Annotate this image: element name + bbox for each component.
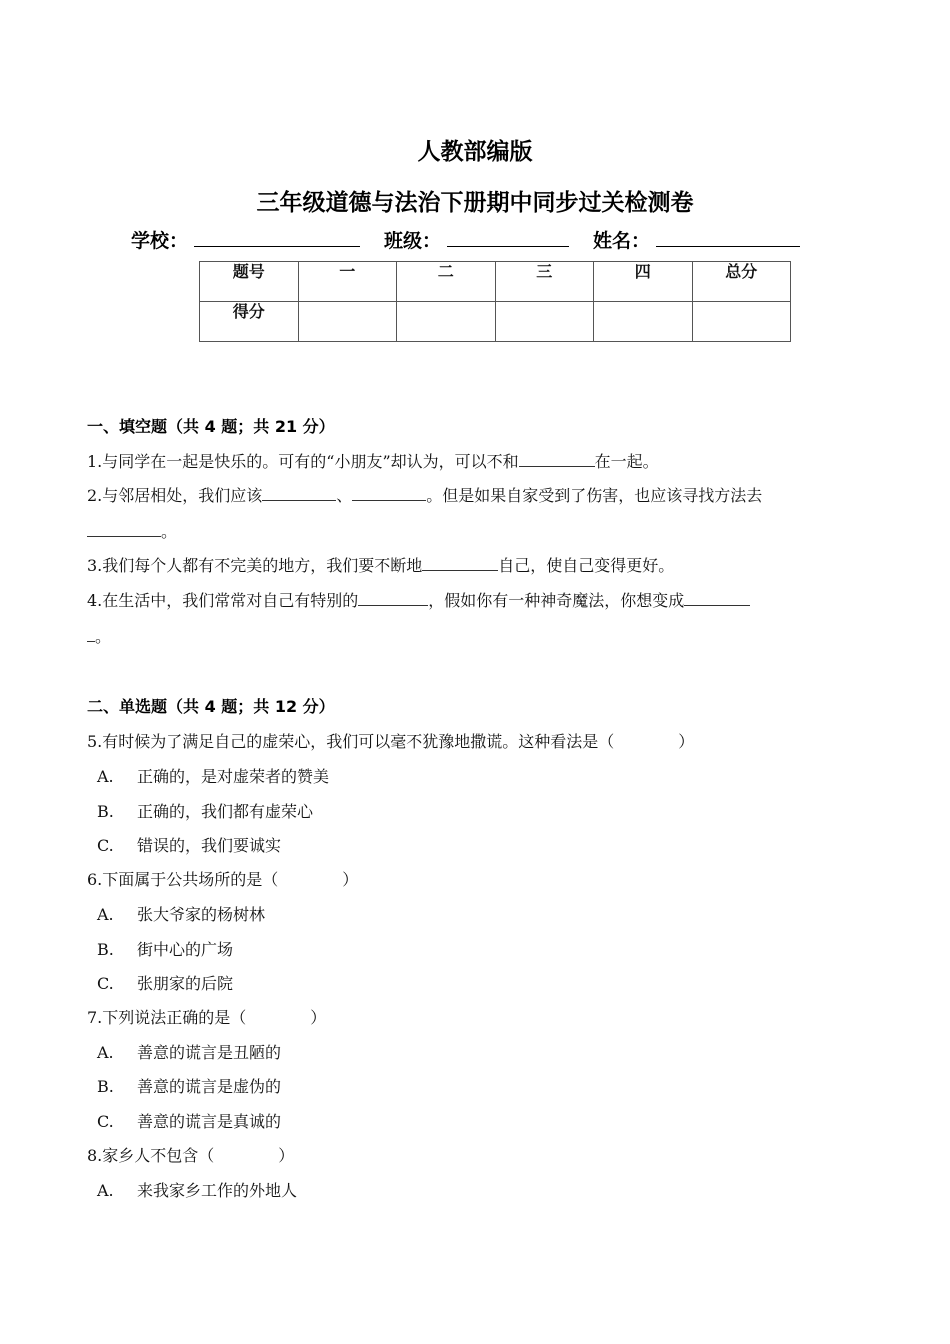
score-cell[interactable] [692, 302, 791, 342]
score-cell: 一 [298, 262, 397, 302]
option-text: 正确的，我们都有虚荣心 [137, 802, 314, 821]
option-text: 错误的，我们要诚实 [137, 836, 282, 855]
option-label: A. [97, 1181, 114, 1200]
name-field[interactable] [656, 228, 800, 247]
option-a[interactable] [97, 1178, 297, 1201]
option-label: C. [97, 974, 114, 993]
score-cell: 三 [495, 262, 594, 302]
option-label: B. [97, 802, 114, 821]
question-6: 6.下面属于公共场所的是（ ） [87, 870, 359, 889]
class-label: 班级： [384, 230, 442, 252]
option-label: A. [97, 905, 114, 924]
score-cell: 题号 [200, 262, 299, 302]
question-5: 5.有时候为了满足自己的虚荣心，我们可以毫不犹豫地撒谎。这种看法是（ ） [87, 732, 695, 751]
answer-blank[interactable] [262, 486, 336, 501]
question-text: ，假如你有一种神奇魔法，你想变成 [428, 591, 685, 610]
option-text: 善意的谎言是真诚的 [137, 1112, 282, 1131]
option-c[interactable] [97, 971, 233, 994]
school-field[interactable] [194, 228, 360, 247]
score-cell[interactable] [397, 302, 496, 342]
section-heading: 二、单选题（共 4 题；共 12 分） [87, 697, 335, 716]
score-cell[interactable] [495, 302, 594, 342]
document-subtitle: 三年级道德与法治下册期中同步过关检测卷 [256, 190, 694, 216]
option-label: C. [97, 1112, 114, 1131]
answer-blank[interactable] [684, 591, 750, 606]
question-text: 1.与同学在一起是快乐的。可有的“小朋友”却认为，可以不和 [87, 452, 519, 471]
option-text: 善意的谎言是虚伪的 [137, 1077, 282, 1096]
option-c[interactable] [97, 1109, 281, 1132]
section-heading: 一、填空题（共 4 题；共 21 分） [87, 417, 335, 436]
question-8: 8.家乡人不包含（ ） [87, 1146, 295, 1165]
question-text: 3.我们每个人都有不完美的地方，我们要不断地 [87, 556, 423, 575]
score-cell[interactable] [594, 302, 693, 342]
option-text: 张大爷家的杨树林 [137, 905, 266, 924]
answer-blank[interactable] [87, 627, 95, 642]
option-a[interactable] [97, 902, 265, 925]
answer-blank[interactable] [87, 522, 161, 537]
option-b[interactable] [97, 799, 313, 822]
option-b[interactable] [97, 1074, 281, 1097]
answer-blank[interactable] [519, 452, 595, 467]
option-text: 张朋家的后院 [137, 974, 234, 993]
answer-blank[interactable] [352, 486, 426, 501]
question-text: 2.与邻居相处，我们应该 [87, 486, 263, 505]
option-b[interactable] [97, 937, 233, 960]
question-2-continued [87, 519, 177, 542]
score-cell: 得分 [200, 302, 299, 342]
option-c[interactable] [97, 833, 281, 856]
option-label: C. [97, 836, 114, 855]
answer-blank[interactable] [422, 556, 498, 571]
score-table [199, 261, 791, 342]
question-text: 。 [95, 627, 112, 646]
score-cell: 总分 [692, 262, 791, 302]
question-text: 、 [336, 486, 353, 505]
score-cell: 二 [397, 262, 496, 302]
question-3 [87, 553, 674, 576]
question-text: 4.在生活中，我们常常对自己有特别的 [87, 591, 359, 610]
option-label: B. [97, 1077, 114, 1096]
school-label: 学校： [131, 230, 189, 252]
question-7: 7.下列说法正确的是（ ） [87, 1008, 327, 1027]
question-text: 。 [161, 522, 178, 541]
student-info-row [131, 226, 800, 253]
option-label: B. [97, 940, 114, 959]
question-text: 在一起。 [594, 452, 659, 471]
option-text: 街中心的广场 [137, 940, 234, 959]
class-field[interactable] [447, 228, 569, 247]
option-text: 来我家乡工作的外地人 [137, 1181, 298, 1200]
option-label: A. [97, 767, 114, 786]
option-text: 善意的谎言是丑陋的 [137, 1043, 282, 1062]
score-table-score-row [200, 302, 791, 342]
answer-blank[interactable] [358, 591, 428, 606]
question-4 [87, 588, 750, 611]
score-cell: 四 [594, 262, 693, 302]
score-cell[interactable] [298, 302, 397, 342]
question-text: 。但是如果自家受到了伤害，也应该寻找方法去 [426, 486, 763, 505]
document-title: 人教部编版 [417, 139, 533, 165]
score-table-header-row [200, 262, 791, 302]
question-4-continued [87, 624, 111, 647]
option-text: 正确的，是对虚荣者的赞美 [137, 767, 330, 786]
question-1 [87, 449, 659, 472]
option-label: A. [97, 1043, 114, 1062]
question-2 [87, 483, 762, 506]
name-label: 姓名： [593, 230, 651, 252]
option-a[interactable] [97, 764, 329, 787]
question-text: 自己，使自己变得更好。 [498, 556, 675, 575]
option-a[interactable] [97, 1040, 281, 1063]
